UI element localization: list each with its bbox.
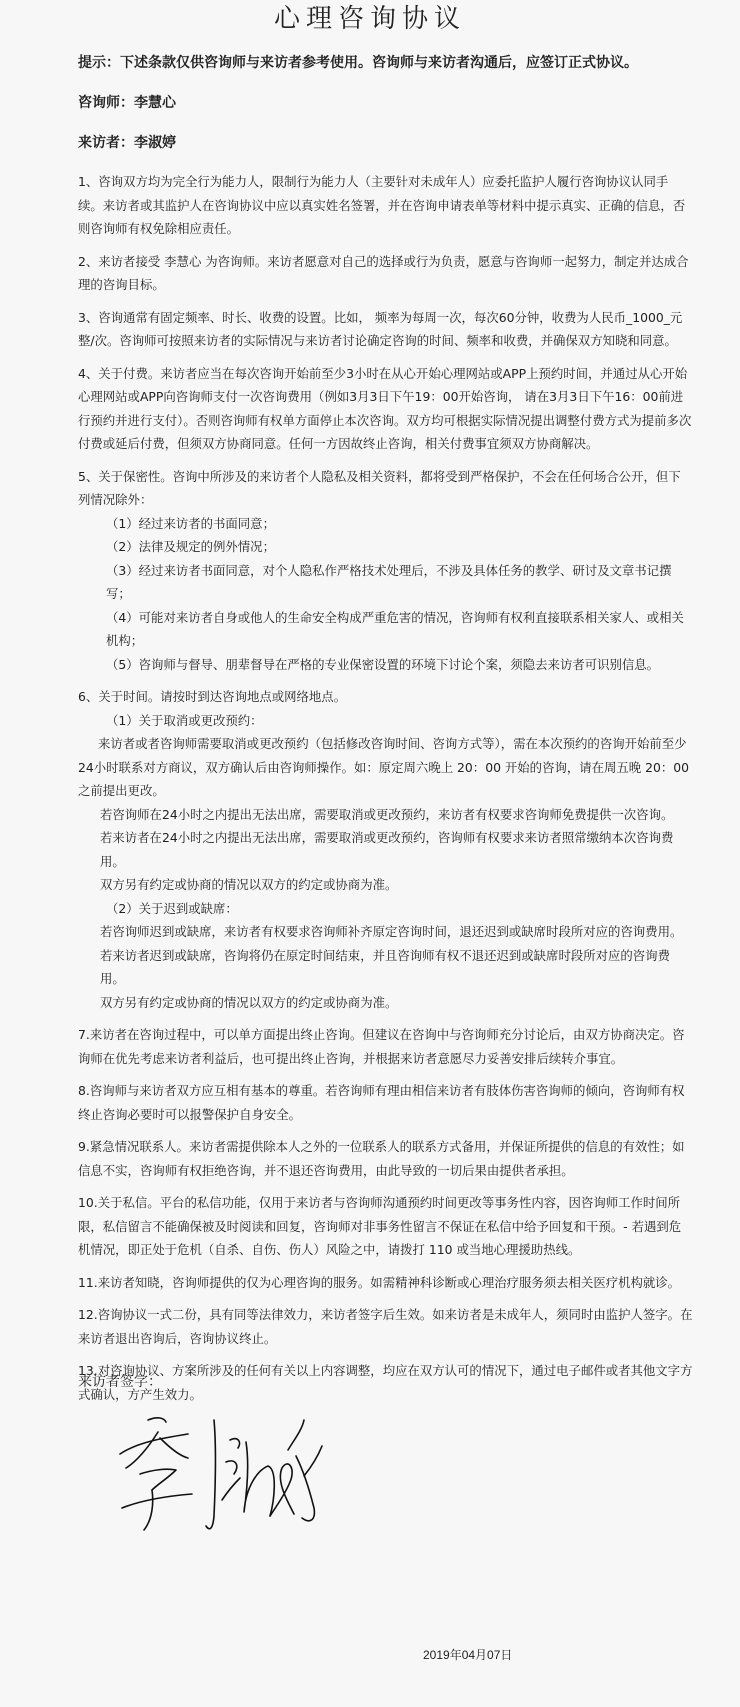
clause-11: 11.来访者知晓，咨询师提供的仅为心理咨询的服务。如需精神科诊断或心理治疗服务须去相关医疗机构就诊。 bbox=[78, 1274, 681, 1290]
clause-5-item: （5）咨询师与督导、朋辈督导在严格的专业保密设置的环境下讨论个案，须隐去来访者可识别信息。 bbox=[106, 656, 660, 672]
clause-5-item: （3）经过来访者书面同意，对个人隐私作严格技术处理后，不涉及具体任务的教学、研讨及文章书记撰写； bbox=[106, 562, 672, 601]
clause-5 bbox=[78, 465, 693, 677]
clause-5-intro: 5、关于保密性。咨询中所涉及的来访者个人隐私及相关资料，都将受到严格保护，不会在任何场合公开，但下列情况除外： bbox=[78, 468, 681, 507]
signature-label: 来访者签字： bbox=[78, 1374, 162, 1390]
clause-8: 8.咨询师与来访者双方应互相有基本的尊重。若咨询师有理由相信来访者有肢体伤害咨询师的倾向，咨询师有权终止咨询必要时可以报警保护自身安全。 bbox=[78, 1083, 685, 1122]
signing-date: 2019年04月07日 bbox=[423, 1648, 513, 1662]
clause-6-paragraph: 若来访者在24小时之内提出无法出席，需要取消或更改预约，咨询师有权要求来访者照常缴纳本次咨询费用。 bbox=[100, 830, 674, 869]
page-title: 心理咨询协议 bbox=[273, 4, 466, 34]
clause-7: 7.来访者在咨询过程中，可以单方面提出终止咨询。但建议在咨询中与咨询师充分讨论后，由双方协商决定。咨询师在优先考虑来访者利益后，也可提出终止咨询，并根据来访者意愿尽力妥善安排后续转介事宜。 bbox=[78, 1027, 685, 1066]
counselor-name: 咨询师：李慧心 bbox=[78, 95, 176, 111]
clause-1: 1、咨询双方均为完全行为能力人，限制行为能力人（主要针对未成年人）应委托监护人履行咨询协议认同手续。来访者或其监护人在咨询协议中应以真实姓名签署，并在咨询申请表单等材料中提示真实、正确的信息，否则咨询师有权免除相应责任。 bbox=[78, 174, 686, 236]
clause-6-paragraph: 双方另有约定或协商的情况以双方的约定或协商为准。 bbox=[100, 994, 398, 1010]
clause-6-paragraph: 若来访者迟到或缺席，咨询将仍在原定时间结束，并且咨询师有权不退还迟到或缺席时段所对应的咨询费用。 bbox=[100, 947, 670, 986]
clause-6-paragraph: 来访者或者咨询师需要取消或更改预约（包括修改咨询时间、咨询方式等），需在本次预约的咨询开始前至少24小时联系对方商议，双方确认后由咨询师操作。如：原定周六晚上 20：00 开始的咨询，请在周五晚 20：00 之前提出更改。 bbox=[78, 736, 690, 798]
clause-5-item: （4）可能对来访者自身或他人的生命安全构成严重危害的情况，咨询师有权利直接联系相关家人、或相关机构； bbox=[106, 609, 684, 648]
handwritten-signature bbox=[118, 1412, 338, 1537]
clause-5-item: （1）经过来访者的书面同意； bbox=[106, 515, 275, 531]
clause-6-intro: 6、关于时间。请按时到达咨询地点或网络地点。 bbox=[78, 689, 347, 704]
clause-10: 10.关于私信。平台的私信功能，仅用于来访者与咨询师沟通预约时间更改等事务性内容，因咨询师工作时间所限，私信留言不能确保被及时阅读和回复，咨询师对非事务性留言不保证在私信中给予回复和干预。- 若遇到危机情况，即正处于危机（自杀、自伤、伤人）风险之中，请拨打 110 或当地心理援助热线。 bbox=[78, 1195, 682, 1257]
tip-text: 提示：下述条款仅供咨询师与来访者参考使用。咨询师与来访者沟通后，应签订正式协议。 bbox=[78, 55, 638, 71]
client-name: 来访者：李淑婷 bbox=[78, 135, 176, 151]
clause-2: 2、来访者接受 李慧心 为咨询师。来访者愿意对自己的选择或行为负责，愿意与咨询师一起努力，制定并达成合理的咨询目标。 bbox=[78, 253, 689, 292]
clause-6-subheading: （1）关于取消或更改预约： bbox=[106, 712, 263, 728]
clause-6-paragraph: 若咨询师迟到或缺席，来访者有权要求咨询师补齐原定咨询时间，退还迟到或缺席时段所对应的咨询费用。 bbox=[100, 924, 683, 939]
clause-3: 3、咨询通常有固定频率、时长、收费的设置。比如， 频率为每周一次，每次60分钟，收费为人民币_1000_元整/次。咨询师可按照来访者的实际情况与来访者讨论确定咨询的时间、频率和收费，并确保双方知晓和同意。 bbox=[78, 309, 683, 348]
clause-6 bbox=[78, 685, 693, 1014]
clause-6-paragraph: 若咨询师在24小时之内提出无法出席，需要取消或更改预约，来访者有权要求咨询师免费提供一次咨询。 bbox=[100, 806, 674, 822]
clause-6-paragraph: 双方另有约定或协商的情况以双方的约定或协商为准。 bbox=[100, 877, 398, 892]
agreement-body bbox=[78, 44, 693, 1415]
clause-9: 9.紧急情况联系人。来访者需提供除本人之外的一位联系人的联系方式备用，并保证所提供的信息的有效性；如信息不实，咨询师有权拒绝咨询，并不退还咨询费用，由此导致的一切后果由提供者承担。 bbox=[78, 1139, 685, 1178]
clause-13: 13.对咨询协议、方案所涉及的任何有关以上内容调整，均应在双方认可的情况下，通过电子邮件或者其他文字方式确认，方产生效力。 bbox=[78, 1363, 693, 1402]
clause-12: 12.咨询协议一式二份，具有同等法律效力，来访者签字后生效。如来访者是未成年人，须同时由监护人签字。在来访者退出咨询后，咨询协议终止。 bbox=[78, 1307, 693, 1346]
clause-5-item: （2）法律及规定的例外情况； bbox=[106, 539, 275, 554]
clause-4: 4、关于付费。来访者应当在每次咨询开始前至少3小时在从心开始心理网站或APP上预约时间，并通过从心开始心理网站或APP向咨询师支付一次咨询费用（例如3月3日下午19：00开始咨询， 请在3月3日下午16：00前进行预约并进行支付）。否则咨询师有权单方面停止本次咨询。双方均可根据实际情况提出调整付费方式为提前多次付费或延后付费，但须双方协商同意。任何一方因故终止咨询，相关付费事宜须双方协商解决。 bbox=[78, 365, 692, 451]
clause-6-subheading: （2）关于迟到或缺席： bbox=[106, 900, 238, 916]
